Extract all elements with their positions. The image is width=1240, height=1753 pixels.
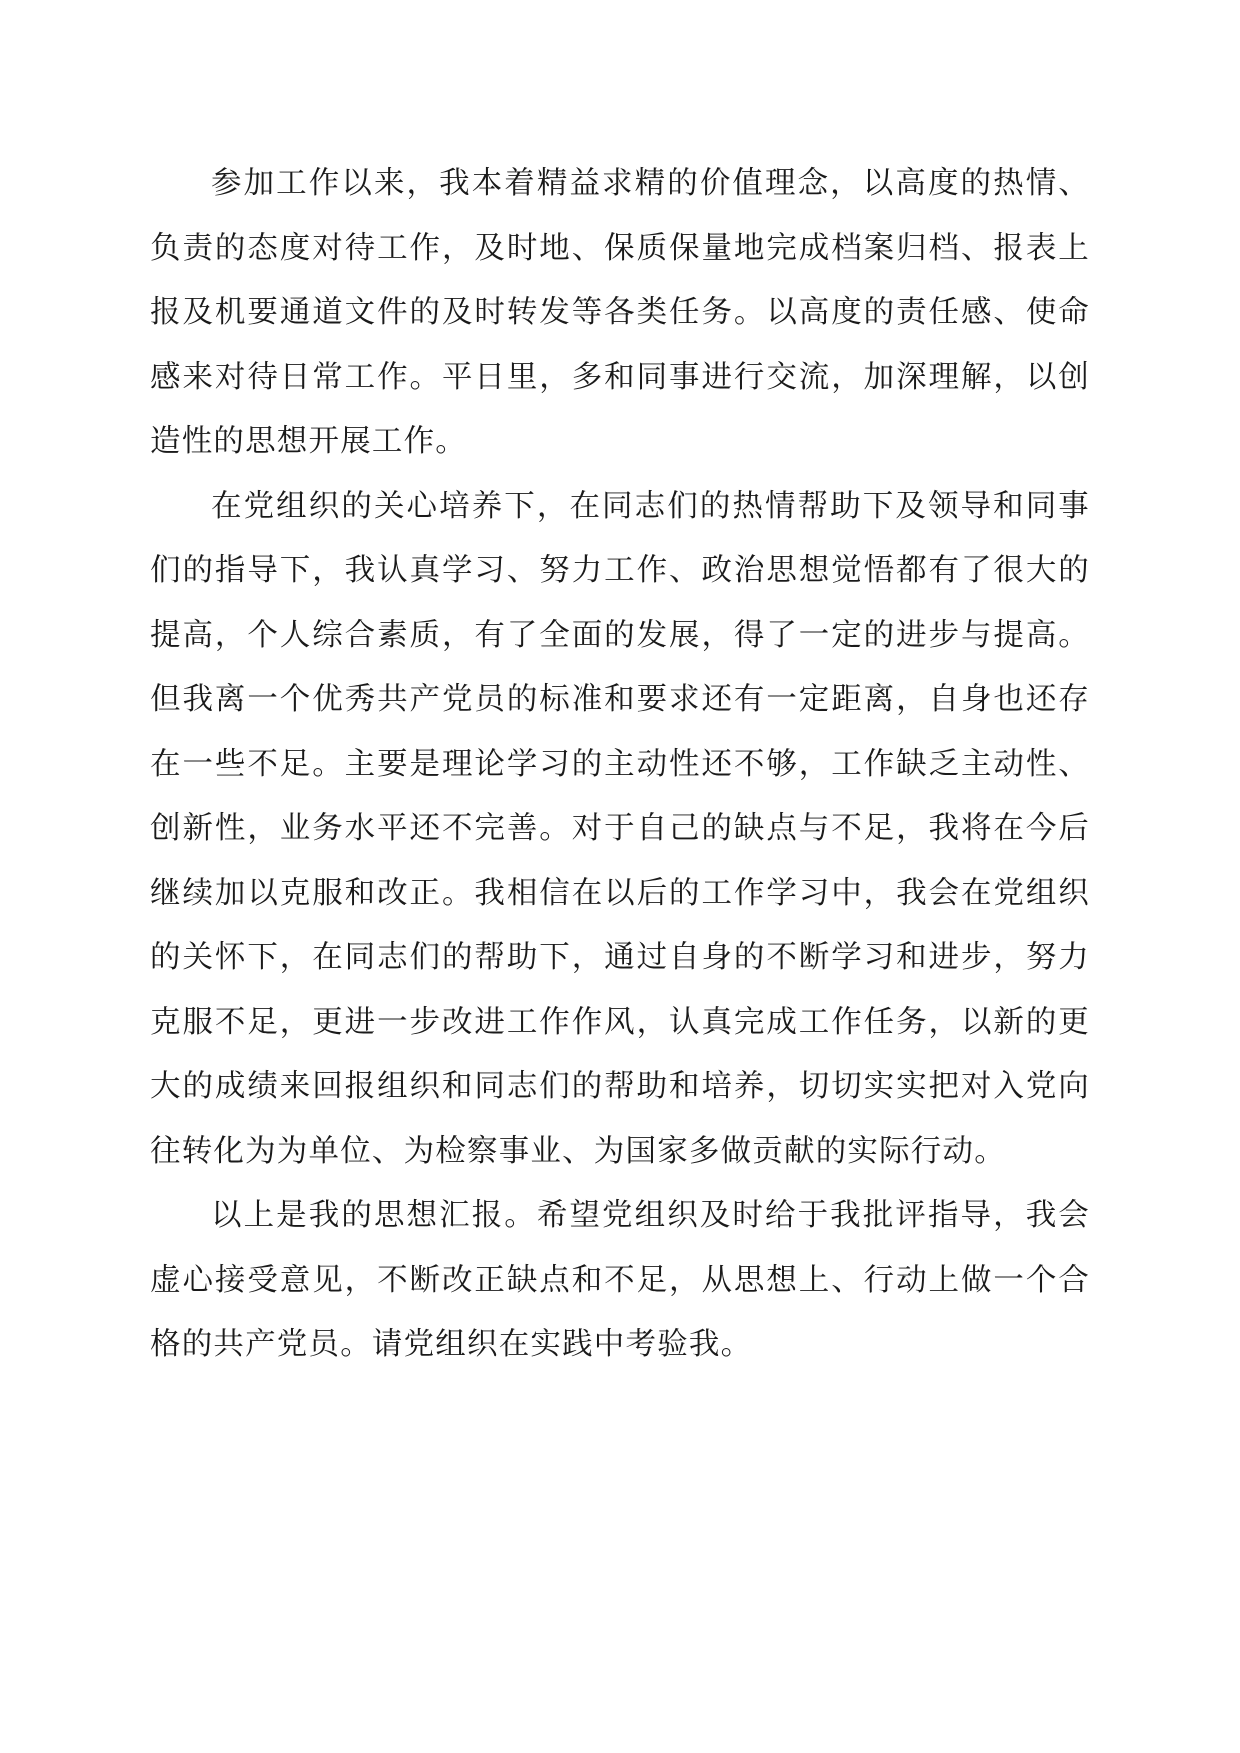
document-body <box>150 152 1090 1378</box>
paragraph-closing: 以上是我的思想汇报。希望党组织及时给于我批评指导，我会虚心接受意见，不断改正缺点和不足，从思想上、行动上做一个合格的共产党员。请党组织在实践中考验我。 <box>150 1198 1090 1362</box>
paragraph-work-attitude: 参加工作以来，我本着精益求精的价值理念，以高度的热情、负责的态度对待工作，及时地、保质保量地完成档案归档、报表上报及机要通道文件的及时转发等各类任务。以高度的责任感、使命感来对待日常工作。平日里，多和同事进行交流，加深理解，以创造性的思想开展工作。 <box>150 166 1090 459</box>
paragraph-self-assessment: 在党组织的关心培养下，在同志们的热情帮助下及领导和同事们的指导下，我认真学习、努力工作、政治思想觉悟都有了很大的提高，个人综合素质，有了全面的发展，得了一定的进步与提高。但我离一个优秀共产党员的标准和要求还有一定距离，自身也还存在一些不足。主要是理论学习的主动性还不够，工作缺乏主动性、创新性，业务水平还不完善。对于自己的缺点与不足，我将在今后继续加以克服和改正。我相信在以后的工作学习中，我会在党组织的关怀下，在同志们的帮助下，通过自身的不断学习和进步，努力克服不足，更进一步改进工作作风，认真完成工作任务，以新的更大的成绩来回报组织和同志们的帮助和培养，切切实实把对入党向往转化为为单位、为检察事业、为国家多做贡献的实际行动。 <box>150 488 1090 1169</box>
